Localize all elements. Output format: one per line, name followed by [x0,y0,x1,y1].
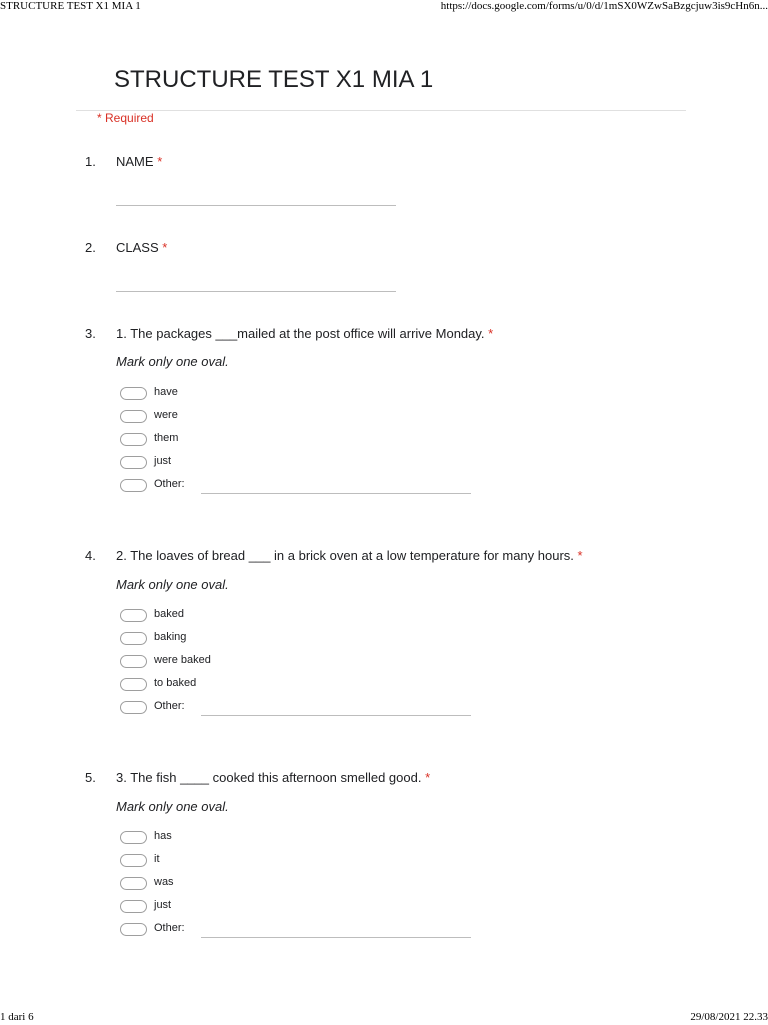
radio-oval[interactable] [120,655,147,668]
name-answer-field[interactable] [116,205,396,206]
radio-oval[interactable] [120,923,147,936]
required-star: * [157,154,163,169]
question-number: 4. [85,548,96,563]
option-label: have [154,386,178,398]
option-label: were [154,409,178,421]
question-text [116,770,430,785]
radio-oval[interactable] [120,831,147,844]
radio-oval[interactable] [120,387,147,400]
question-number: 2. [85,240,96,255]
question-label: CLASS [116,240,159,255]
option-label: baked [154,608,184,620]
radio-oval[interactable] [120,433,147,446]
required-star: * [577,548,583,563]
required-star: * [425,770,431,785]
required-star: * [488,326,494,341]
option-label: just [154,455,172,467]
question-number: 5. [85,770,96,785]
other-text-field[interactable] [201,715,471,716]
page-count: 1 dari 6 [0,1011,34,1023]
option-label: Other: [154,922,185,934]
mark-one-hint: Mark only one oval. [116,354,229,369]
radio-oval[interactable] [120,701,147,714]
question-label: 3. The fish ____ cooked this afternoon smelled good. [116,770,422,785]
radio-oval[interactable] [120,877,147,890]
radio-oval[interactable] [120,456,147,469]
question-label: NAME [116,154,154,169]
other-text-field[interactable] [201,937,471,938]
mark-one-hint: Mark only one oval. [116,577,229,592]
radio-oval[interactable] [120,632,147,645]
option-label: them [154,432,179,444]
question-number: 3. [85,326,96,341]
option-label: Other: [154,478,185,490]
option-label: Other: [154,700,185,712]
print-header-title: STRUCTURE TEST X1 MIA 1 [0,0,141,12]
print-timestamp: 29/08/2021 22.33 [690,1011,768,1023]
class-answer-field[interactable] [116,291,396,292]
print-header [0,0,768,14]
question-text [116,240,167,255]
question-text [116,326,493,341]
print-footer [0,1011,768,1025]
option-label: to baked [154,677,197,689]
question-text [116,154,162,169]
option-label: was [154,876,174,888]
question-label: 2. The loaves of bread ___ in a brick oven at a low temperature for many hours. [116,548,574,563]
option-label: were baked [154,654,211,666]
other-text-field[interactable] [201,493,471,494]
radio-oval[interactable] [120,900,147,913]
question-label: 1. The packages ___mailed at the post office will arrive Monday. [116,326,485,341]
radio-oval[interactable] [120,609,147,622]
option-label: it [154,853,160,865]
question-text [116,548,583,563]
form-title: STRUCTURE TEST X1 MIA 1 [114,66,434,93]
title-divider [76,110,686,111]
radio-oval[interactable] [120,678,147,691]
radio-oval[interactable] [120,479,147,492]
radio-oval[interactable] [120,854,147,867]
required-star: * [162,240,168,255]
option-label: has [154,830,172,842]
option-label: just [154,899,172,911]
option-label: baking [154,631,187,643]
radio-oval[interactable] [120,410,147,423]
question-number: 1. [85,154,96,169]
print-header-url: https://docs.google.com/forms/u/0/d/1mSX0WZwSaBzgcjuw3is9cHn6n... [440,0,768,12]
mark-one-hint: Mark only one oval. [116,799,229,814]
required-note: * Required [97,111,154,125]
